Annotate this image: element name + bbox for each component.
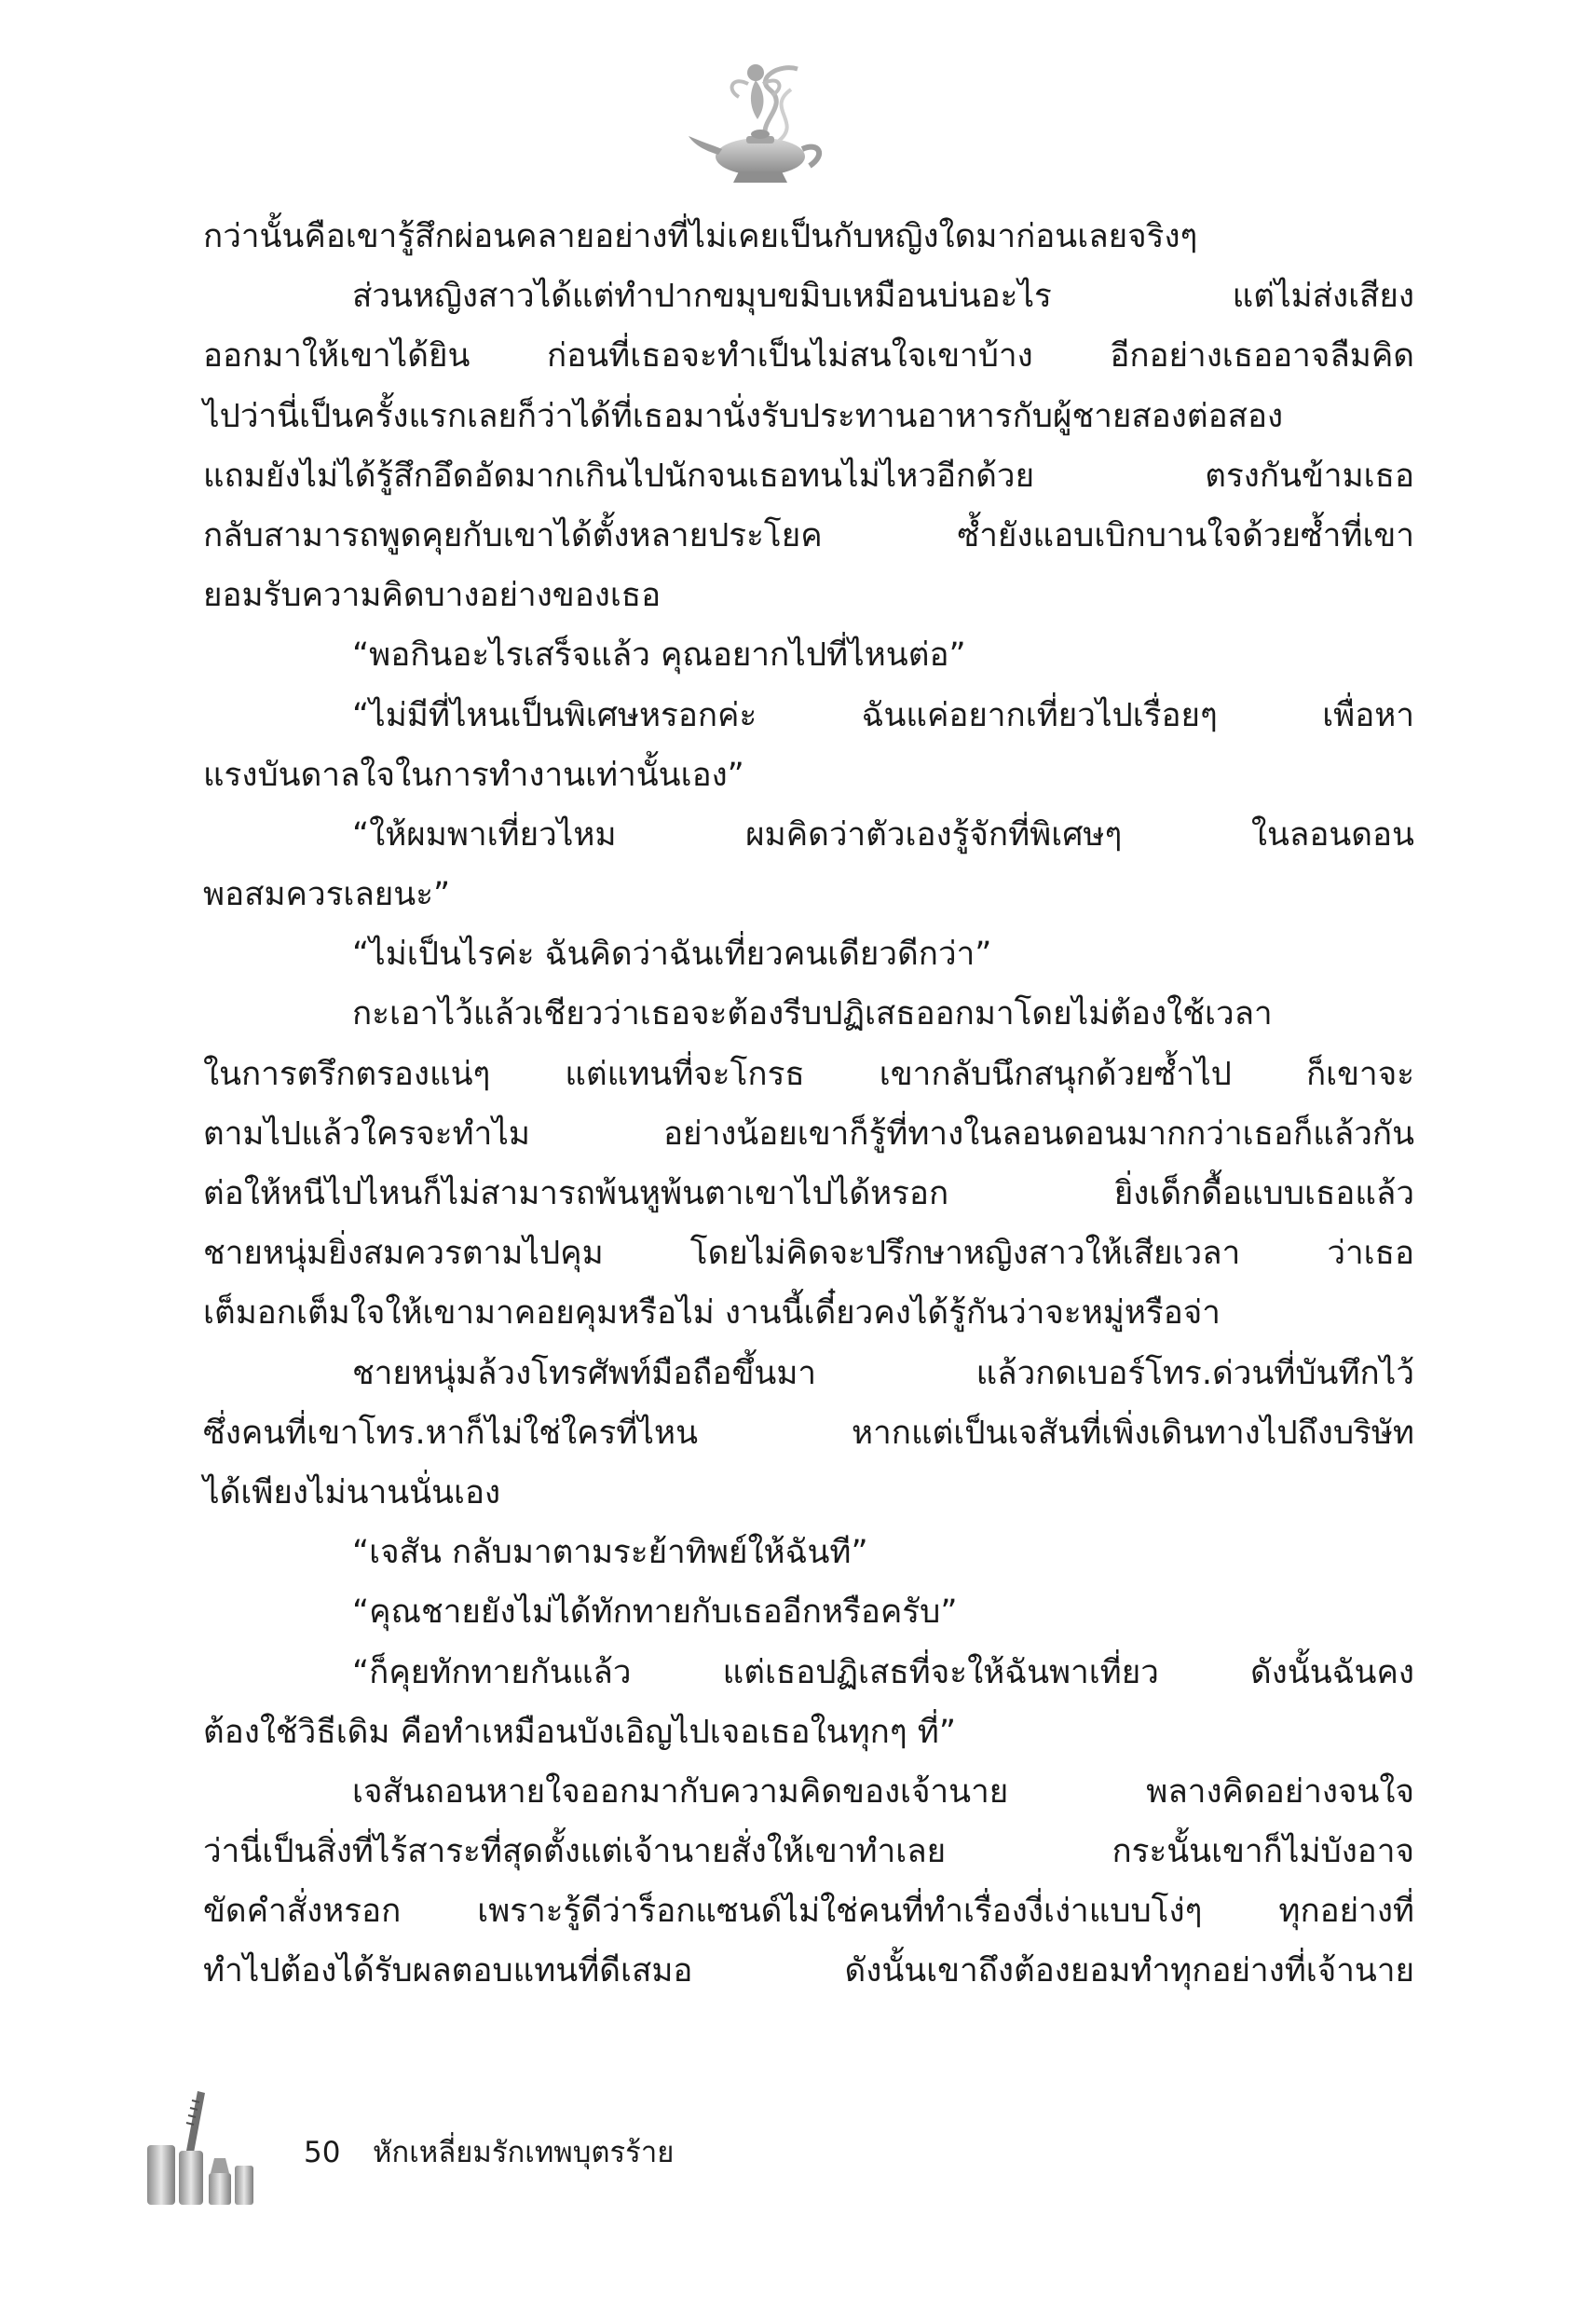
text-line: แรงบันดาลใจในการทำงานเท่านั้นเอง” — [203, 756, 744, 794]
text-line: เต็มอกเต็มใจให้เขามาคอยคุมหรือไม่ งานนี้เดี๋ยวคงได้รู้กันว่าจะหมู่หรือจ่า — [203, 1294, 1221, 1333]
text-line: “พอกินอะไรเสร็จแล้ว คุณอยากไปที่ไหนต่อ” — [352, 636, 966, 675]
text-line: เจสันถอนหายใจออกมากับความคิดของเจ้านาย พลางคิดอย่างจนใจ — [352, 1772, 1414, 1811]
cosmetics-mascara-lipstick-icon — [140, 2087, 280, 2208]
text-line: ยอมรับความคิดบางอย่างของเธอ — [203, 577, 662, 615]
text-line: “ไม่มีที่ไหนเป็นพิเศษหรอกค่ะ ฉันแค่อยากเที่ยวไปเรื่อยๆ เพื่อหา — [352, 696, 1414, 734]
text-line: ส่วนหญิงสาวได้แต่ทำปากขมุบขมิบเหมือนบ่นอะไร แต่ไม่ส่งเสียง — [352, 278, 1414, 316]
body-text — [203, 207, 1414, 2002]
book-title: หักเหลี่ยมรักเทพบุตรร้าย — [373, 2136, 675, 2169]
text-line: พอสมควรเลยนะ” — [203, 876, 451, 914]
text-line: ไปว่านี่เป็นครั้งแรกเลยก็ว่าได้ที่เธอมานั่งรับประทานอาหารกับผู้ชายสองต่อสอง — [203, 397, 1284, 435]
text-line: “ไม่เป็นไรค่ะ ฉันคิดว่าฉันเที่ยวคนเดียวดีกว่า” — [352, 936, 992, 974]
page-footer — [140, 2087, 792, 2218]
text-line: ชายหนุ่มล้วงโทรศัพท์มือถือขึ้นมา แล้วกดเบอร์โทร.ด่วนที่บันทึกไว้ — [352, 1354, 1414, 1392]
text-line: ขัดคำสั่งหรอก เพราะรู้ดีว่าร็อกแซนด์ไม่ใช่คนที่ทำเรื่องงี่เง่าแบบโง่ๆ ทุกอย่างที่ — [203, 1893, 1414, 1931]
page-number: 50 — [304, 2136, 341, 2169]
text-line: ชายหนุ่มยิ่งสมควรตามไปคุม โดยไม่คิดจะปรึกษาหญิงสาวให้เสียเวลา ว่าเธอ — [203, 1235, 1414, 1273]
text-line: ออกมาให้เขาได้ยิน ก่อนที่เธอจะทำเป็นไม่สนใจเขาบ้าง อีกอย่างเธออาจลืมคิด — [203, 337, 1414, 376]
text-line: ซึ่งคนที่เขาโทร.หาก็ไม่ใช่ใครที่ไหน หากแต่เป็นเจสันที่เพิ่งเดินทางไปถึงบริษัท — [203, 1414, 1414, 1452]
text-line: “เจสัน กลับมาตามระย้าทิพย์ให้ฉันที” — [352, 1534, 868, 1572]
text-line: ต่อให้หนีไปไหนก็ไม่สามารถพ้นหูพ้นตาเขาไปได้หรอก ยิ่งเด็กดื้อแบบเธอแล้ว — [203, 1175, 1414, 1212]
text-line: “คุณชายยังไม่ได้ทักทายกับเธออีกหรือครับ” — [352, 1593, 958, 1632]
text-line: “ให้ผมพาเที่ยวไหม ผมคิดว่าตัวเองรู้จักที่พิเศษๆ ในลอนดอน — [352, 815, 1414, 854]
text-line: แถมยังไม่ได้รู้สึกอึดอัดมากเกินไปนักจนเธอทนไม่ไหวอีกด้วย ตรงกันข้ามเธอ — [203, 457, 1414, 495]
text-line: กว่านั้นคือเขารู้สึกผ่อนคลายอย่างที่ไม่เคยเป็นกับหญิงใดมาก่อนเลยจริงๆ — [203, 218, 1198, 255]
text-line: ในการตรึกตรองแน่ๆ แต่แทนที่จะโกรธ เขากลับนึกสนุกด้วยซ้ำไป ก็เขาจะ — [203, 1055, 1414, 1093]
text-line: ตามไปแล้วใครจะทำไม อย่างน้อยเขาก็รู้ที่ทางในลอนดอนมากกว่าเธอก็แล้วกัน — [203, 1114, 1414, 1153]
text-line: ว่านี่เป็นสิ่งที่ไร้สาระที่สุดตั้งแต่เจ้านายสั่งให้เขาทำเลย กระนั้นเขาก็ไม่บังอาจ — [203, 1833, 1414, 1871]
text-line: ได้เพียงไม่นานนั่นเอง — [203, 1473, 501, 1511]
text-line: ทำไปต้องได้รับผลตอบแทนที่ดีเสมอ ดังนั้นเขาถึงต้องยอมทำทุกอย่างที่เจ้านาย — [203, 1952, 1414, 1990]
magic-lamp-fairy-icon — [681, 52, 839, 201]
text-line: “ก็คุยทักทายกันแล้ว แต่เธอปฏิเสธที่จะให้ฉันพาเที่ยว ดังนั้นฉันคง — [352, 1653, 1414, 1691]
text-line: ต้องใช้วิธีเดิม คือทำเหมือนบังเอิญไปเจอเธอในทุกๆ ที่” — [203, 1713, 956, 1751]
text-line: กะเอาไว้แล้วเชียวว่าเธอจะต้องรีบปฏิเสธออกมาโดยไม่ต้องใช้เวลา — [352, 995, 1273, 1033]
text-line: กลับสามารถพูดคุยกับเขาได้ตั้งหลายประโยค ซ้ำยังแอบเบิกบานใจด้วยซ้ำที่เขา — [203, 516, 1414, 554]
